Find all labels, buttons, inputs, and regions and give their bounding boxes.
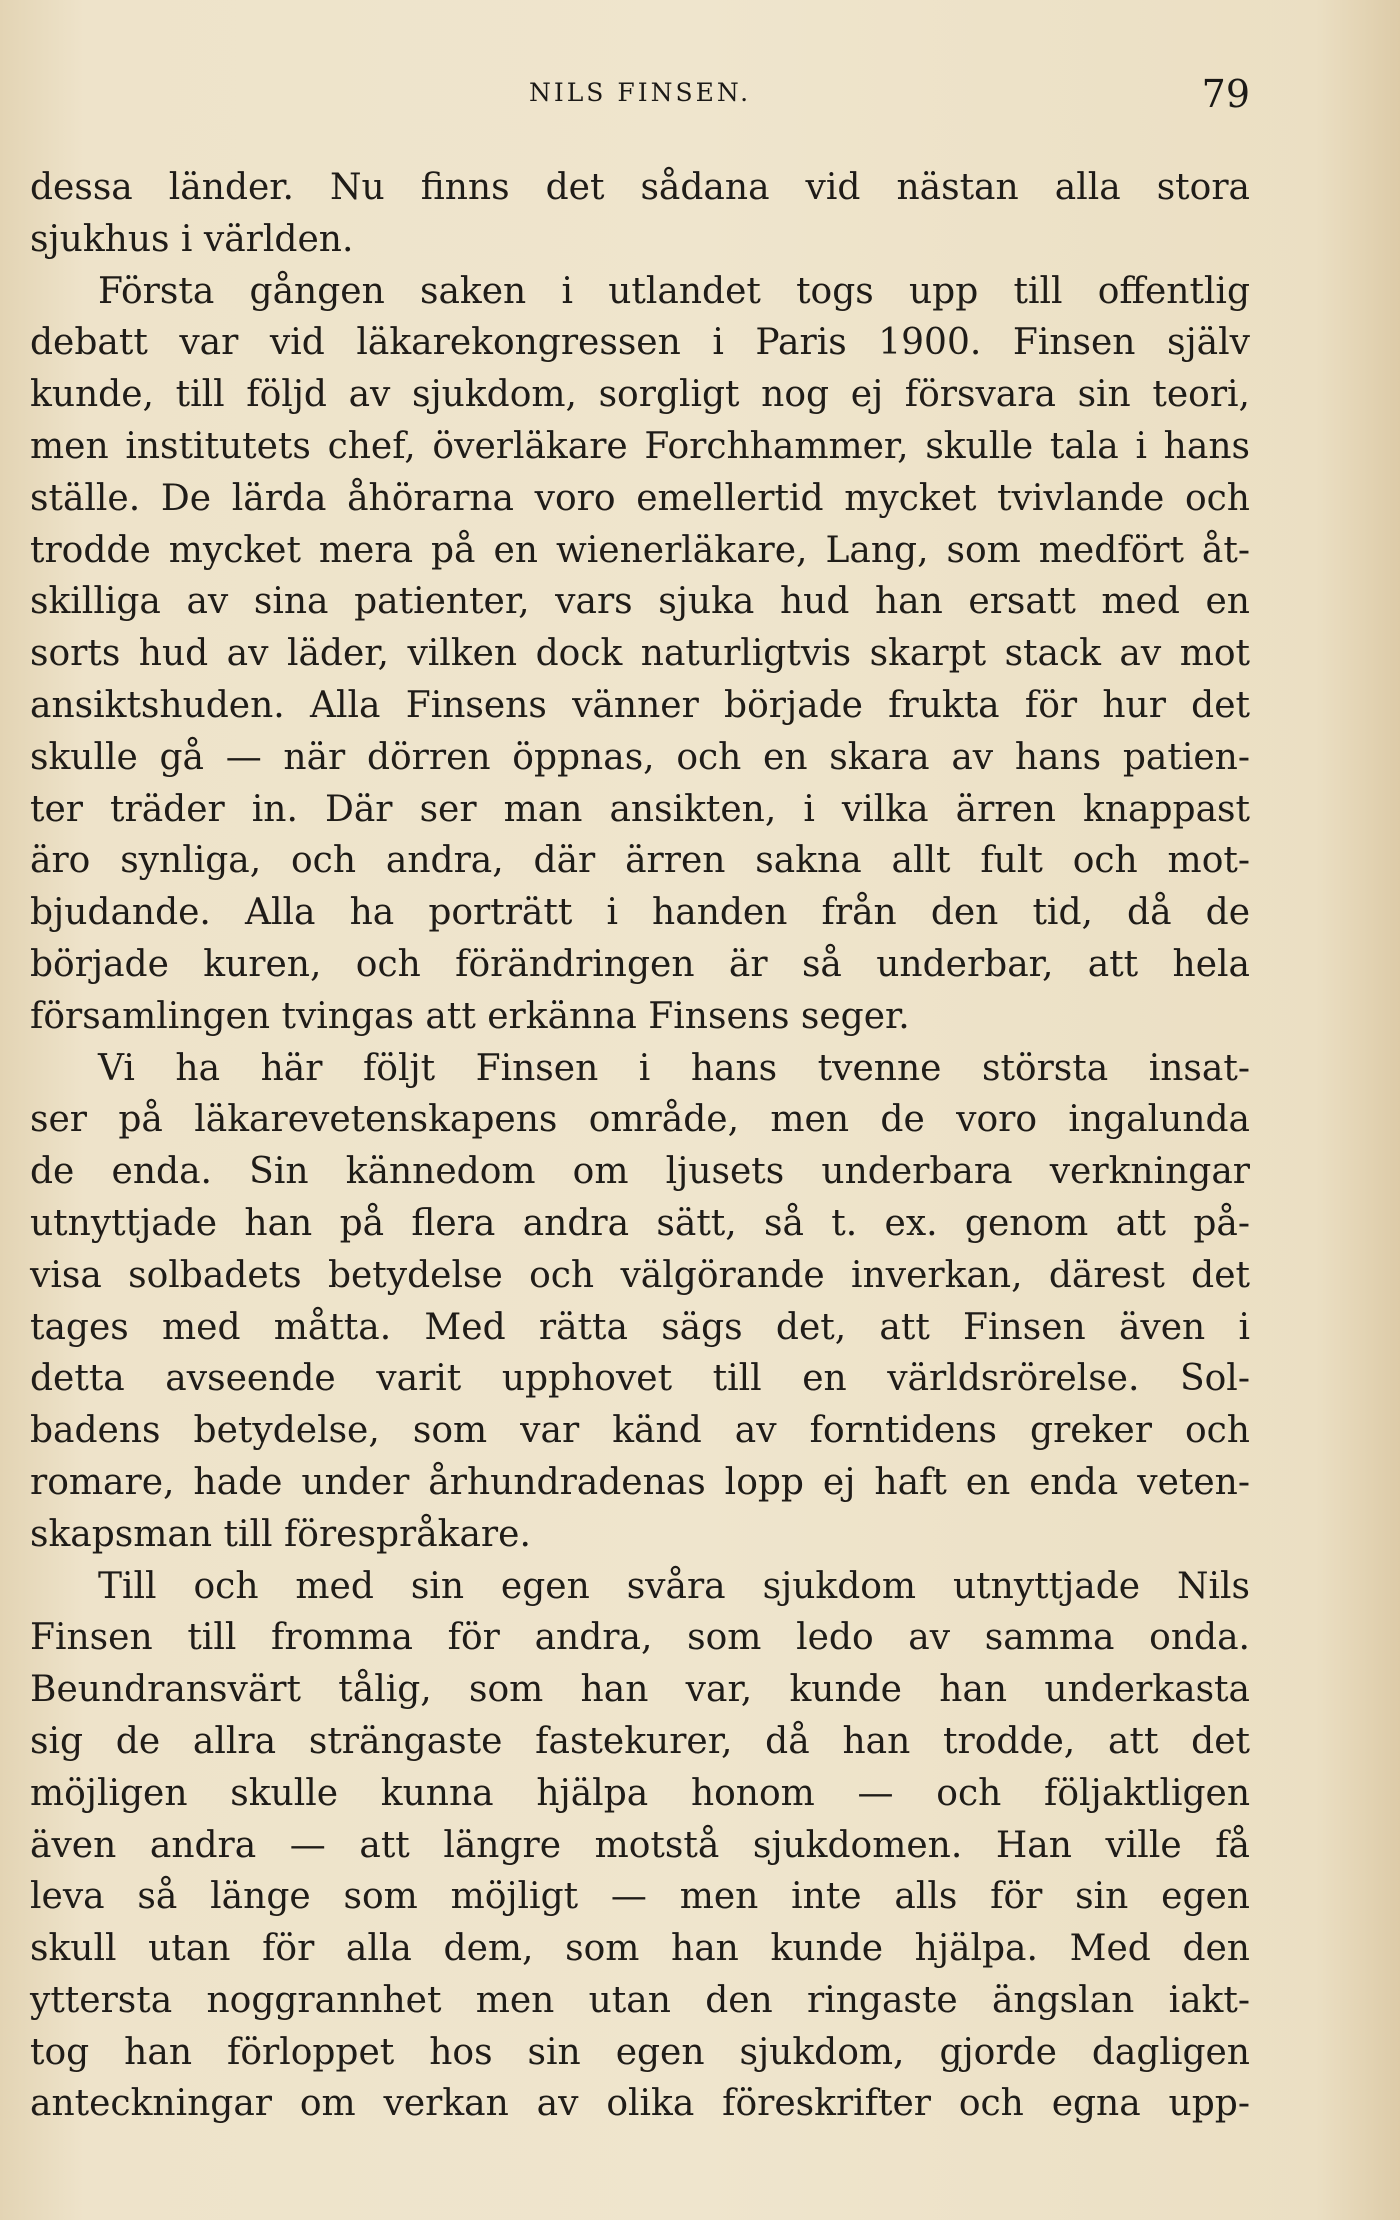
text-line: skilliga av sina patienter, vars sjuka hud han ersatt med en (30, 581, 1250, 623)
text-line: tog han förloppet hos sin egen sjukdom, gjorde dagligen (30, 2031, 1250, 2073)
text-line: sorts hud av läder, vilken dock naturligtvis skarpt stack av mot (30, 633, 1250, 675)
page-header (30, 72, 1250, 128)
text-line: trodde mycket mera på en wienerläkare, Lang, som medfört åt- (30, 529, 1250, 571)
text-line: församlingen tvingas att erkänna Finsens seger. (30, 995, 910, 1037)
text-line: badens betydelse, som var känd av forntidens greker och (30, 1410, 1250, 1452)
paragraph (30, 1043, 1250, 1561)
text-line: sjukhus i världen. (30, 218, 354, 260)
text-line: ansiktshuden. Alla Finsens vänner började frukta för hur det (30, 684, 1250, 726)
text-line: började kuren, och förändringen är så underbar, att hela (30, 943, 1250, 985)
paragraph (30, 1561, 1250, 2131)
page-number: 79 (1201, 72, 1250, 116)
text-line: romare, hade under århundradenas lopp ej haft en enda veten- (30, 1461, 1250, 1503)
text-line: utnyttjade han på flera andra sätt, så t. ex. genom att på- (30, 1202, 1250, 1244)
text-line: skapsman till förespråkare. (30, 1513, 531, 1555)
text-line: Beundransvärt tålig, som han var, kunde han underkasta (30, 1669, 1250, 1711)
text-line: visa solbadets betydelse och välgörande inverkan, därest det (30, 1254, 1250, 1296)
text-line: Vi ha här följt Finsen i hans tvenne största insat- (98, 1047, 1250, 1089)
text-line: bjudande. Alla ha porträtt i handen från den tid, då de (30, 892, 1250, 934)
running-head: NILS FINSEN. (528, 78, 752, 107)
text-line: även andra — att längre motstå sjukdomen. Han ville få (30, 1824, 1250, 1866)
text-line: ter träder in. Där ser man ansikten, i vilka ärren knappast (30, 788, 1250, 830)
text-line: äro synliga, och andra, där ärren sakna allt fult och mot- (30, 840, 1250, 882)
text-line: anteckningar om verkan av olika föreskrifter och egna upp- (30, 2083, 1250, 2125)
text-line: möjligen skulle kunna hjälpa honom — och följaktligen (30, 1772, 1250, 1814)
body-text (30, 162, 1250, 2130)
text-line: tages med måtta. Med rätta sägs det, att Finsen även i (30, 1306, 1250, 1348)
text-line: kunde, till följd av sjukdom, sorgligt nog ej försvara sin teori, (30, 374, 1250, 416)
text-line: ställe. De lärda åhörarna voro emellertid mycket tvivlande och (30, 477, 1250, 519)
text-line: de enda. Sin kännedom om ljusets underbara verkningar (30, 1151, 1250, 1193)
text-line: Första gången saken i utlandet togs upp till offentlig (98, 270, 1250, 312)
text-line: detta avseende varit upphovet till en världsrörelse. Sol- (30, 1358, 1250, 1400)
text-line: skulle gå — när dörren öppnas, och en skara av hans patien- (30, 736, 1250, 778)
paragraph (30, 266, 1250, 1043)
text-line: dessa länder. Nu finns det sådana vid nästan alla stora (30, 167, 1250, 208)
text-line: skull utan för alla dem, som han kunde hjälpa. Med den (30, 1928, 1250, 1970)
text-line: Till och med sin egen svåra sjukdom utnyttjade Nils (98, 1565, 1250, 1607)
text-line: debatt var vid läkarekongressen i Paris 1900. Finsen själv (30, 322, 1250, 364)
text-line: Finsen till fromma för andra, som ledo av samma onda. (30, 1617, 1250, 1659)
text-line: ser på läkarevetenskapens område, men de voro ingalunda (30, 1099, 1250, 1141)
text-line: yttersta noggrannhet men utan den ringaste ängslan iakt- (30, 1979, 1250, 2021)
paragraph (30, 162, 1250, 266)
text-line: men institutets chef, överläkare Forchhammer, skulle tala i hans (30, 425, 1250, 467)
text-line: sig de allra strängaste fastekurer, då han trodde, att det (30, 1720, 1250, 1762)
text-line: leva så länge som möjligt — men inte alls för sin egen (30, 1876, 1250, 1918)
